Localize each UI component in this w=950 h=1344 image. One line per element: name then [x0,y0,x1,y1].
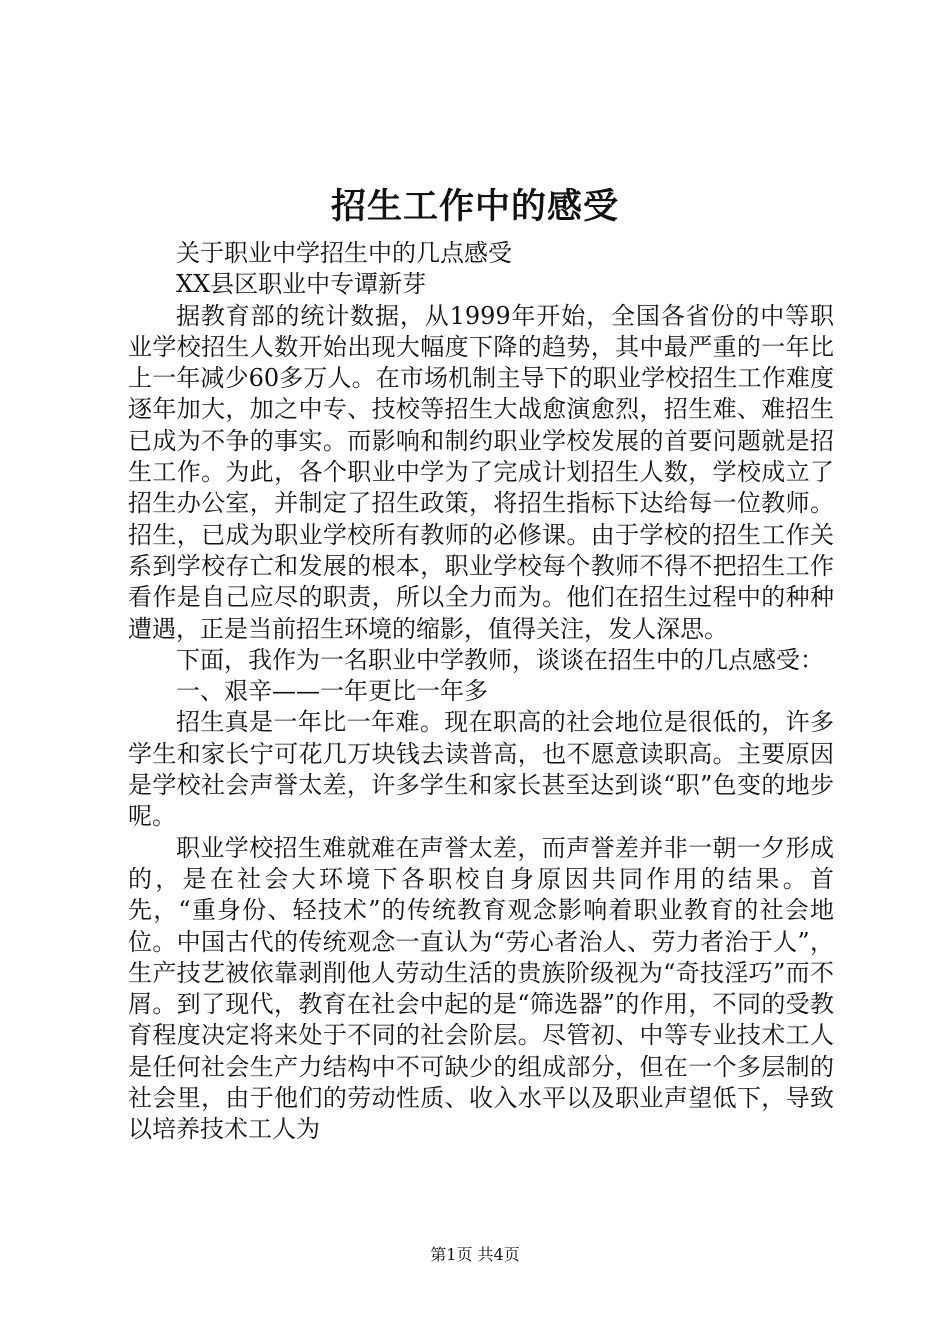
section-heading: 一、艰辛——一年更比一年多 [176,677,488,706]
paragraph: 据教育部的统计数据，从1999年开始，全国各省份的中等职业学校招生人数开始出现大幅度下降的趋势，其中最严重的一年比上一年减少60多万人。在市场机制主导下的职业学校招生工作难度逐年加大，加之中专、技校等招生大战愈演愈烈，招生难、难招生已成为不争的事实。而影响和制约职业学校发展的首要问题就是招生工作。为此，各个职业中学为了完成计划招生人数，学校成立了招生办公室，并制定了招生政策，将招生指标下达给每一位教师。招生，已成为职业学校所有教师的必修课。由于学校的招生工作关系到学校存亡和发展的根本，职业学校每个教师不得不把招生工作看作是自己应尽的职责，所以全力而为。他们在招生过程中的种种遭遇，正是当前招生环境的缩影，值得关注，发人深思。 [128,301,834,643]
subtitle: 关于职业中学招生中的几点感受 [176,239,512,267]
author-line: XX县区职业中专谭新芽 [176,270,427,299]
document-body [128,238,834,1146]
paragraph: 职业学校招生难就难在声誉太差，而声誉差并非一朝一夕形成的，是在社会大环境下各职校自身原因共同作用的结果。首先，“重身份、轻技术”的传统教育观念影响着职业教育的社会地位。中国古代的传统观念一直认为“劳心者治人、劳力者治于人”，生产技艺被依靠剥削他人劳动生活的贵族阶级视为“奇技淫巧”而不屑。到了现代，教育在社会中起的是“筛选器”的作用，不同的受教育程度决定将来处于不同的社会阶层。尽管初、中等专业技术工人是任何社会生产力结构中不可缺少的组成部分，但在一个多层制的社会里，由于他们的劳动性质、收入水平以及职业声望低下，导致以培养技术工人为 [128,833,834,1144]
paragraph: 招生真是一年比一年难。现在职高的社会地位是很低的，许多学生和家长宁可花几万块钱去读普高，也不愿意读职高。主要原因是学校社会声誉太差，许多学生和家长甚至达到谈“职”色变的地步呢。 [128,708,834,831]
document-title: 招生工作中的感受 [330,186,619,227]
page-footer: 第1页 共4页 [430,1245,520,1264]
paragraph: 下面，我作为一名职业中学教师，谈谈在招生中的几点感受： [176,645,824,674]
